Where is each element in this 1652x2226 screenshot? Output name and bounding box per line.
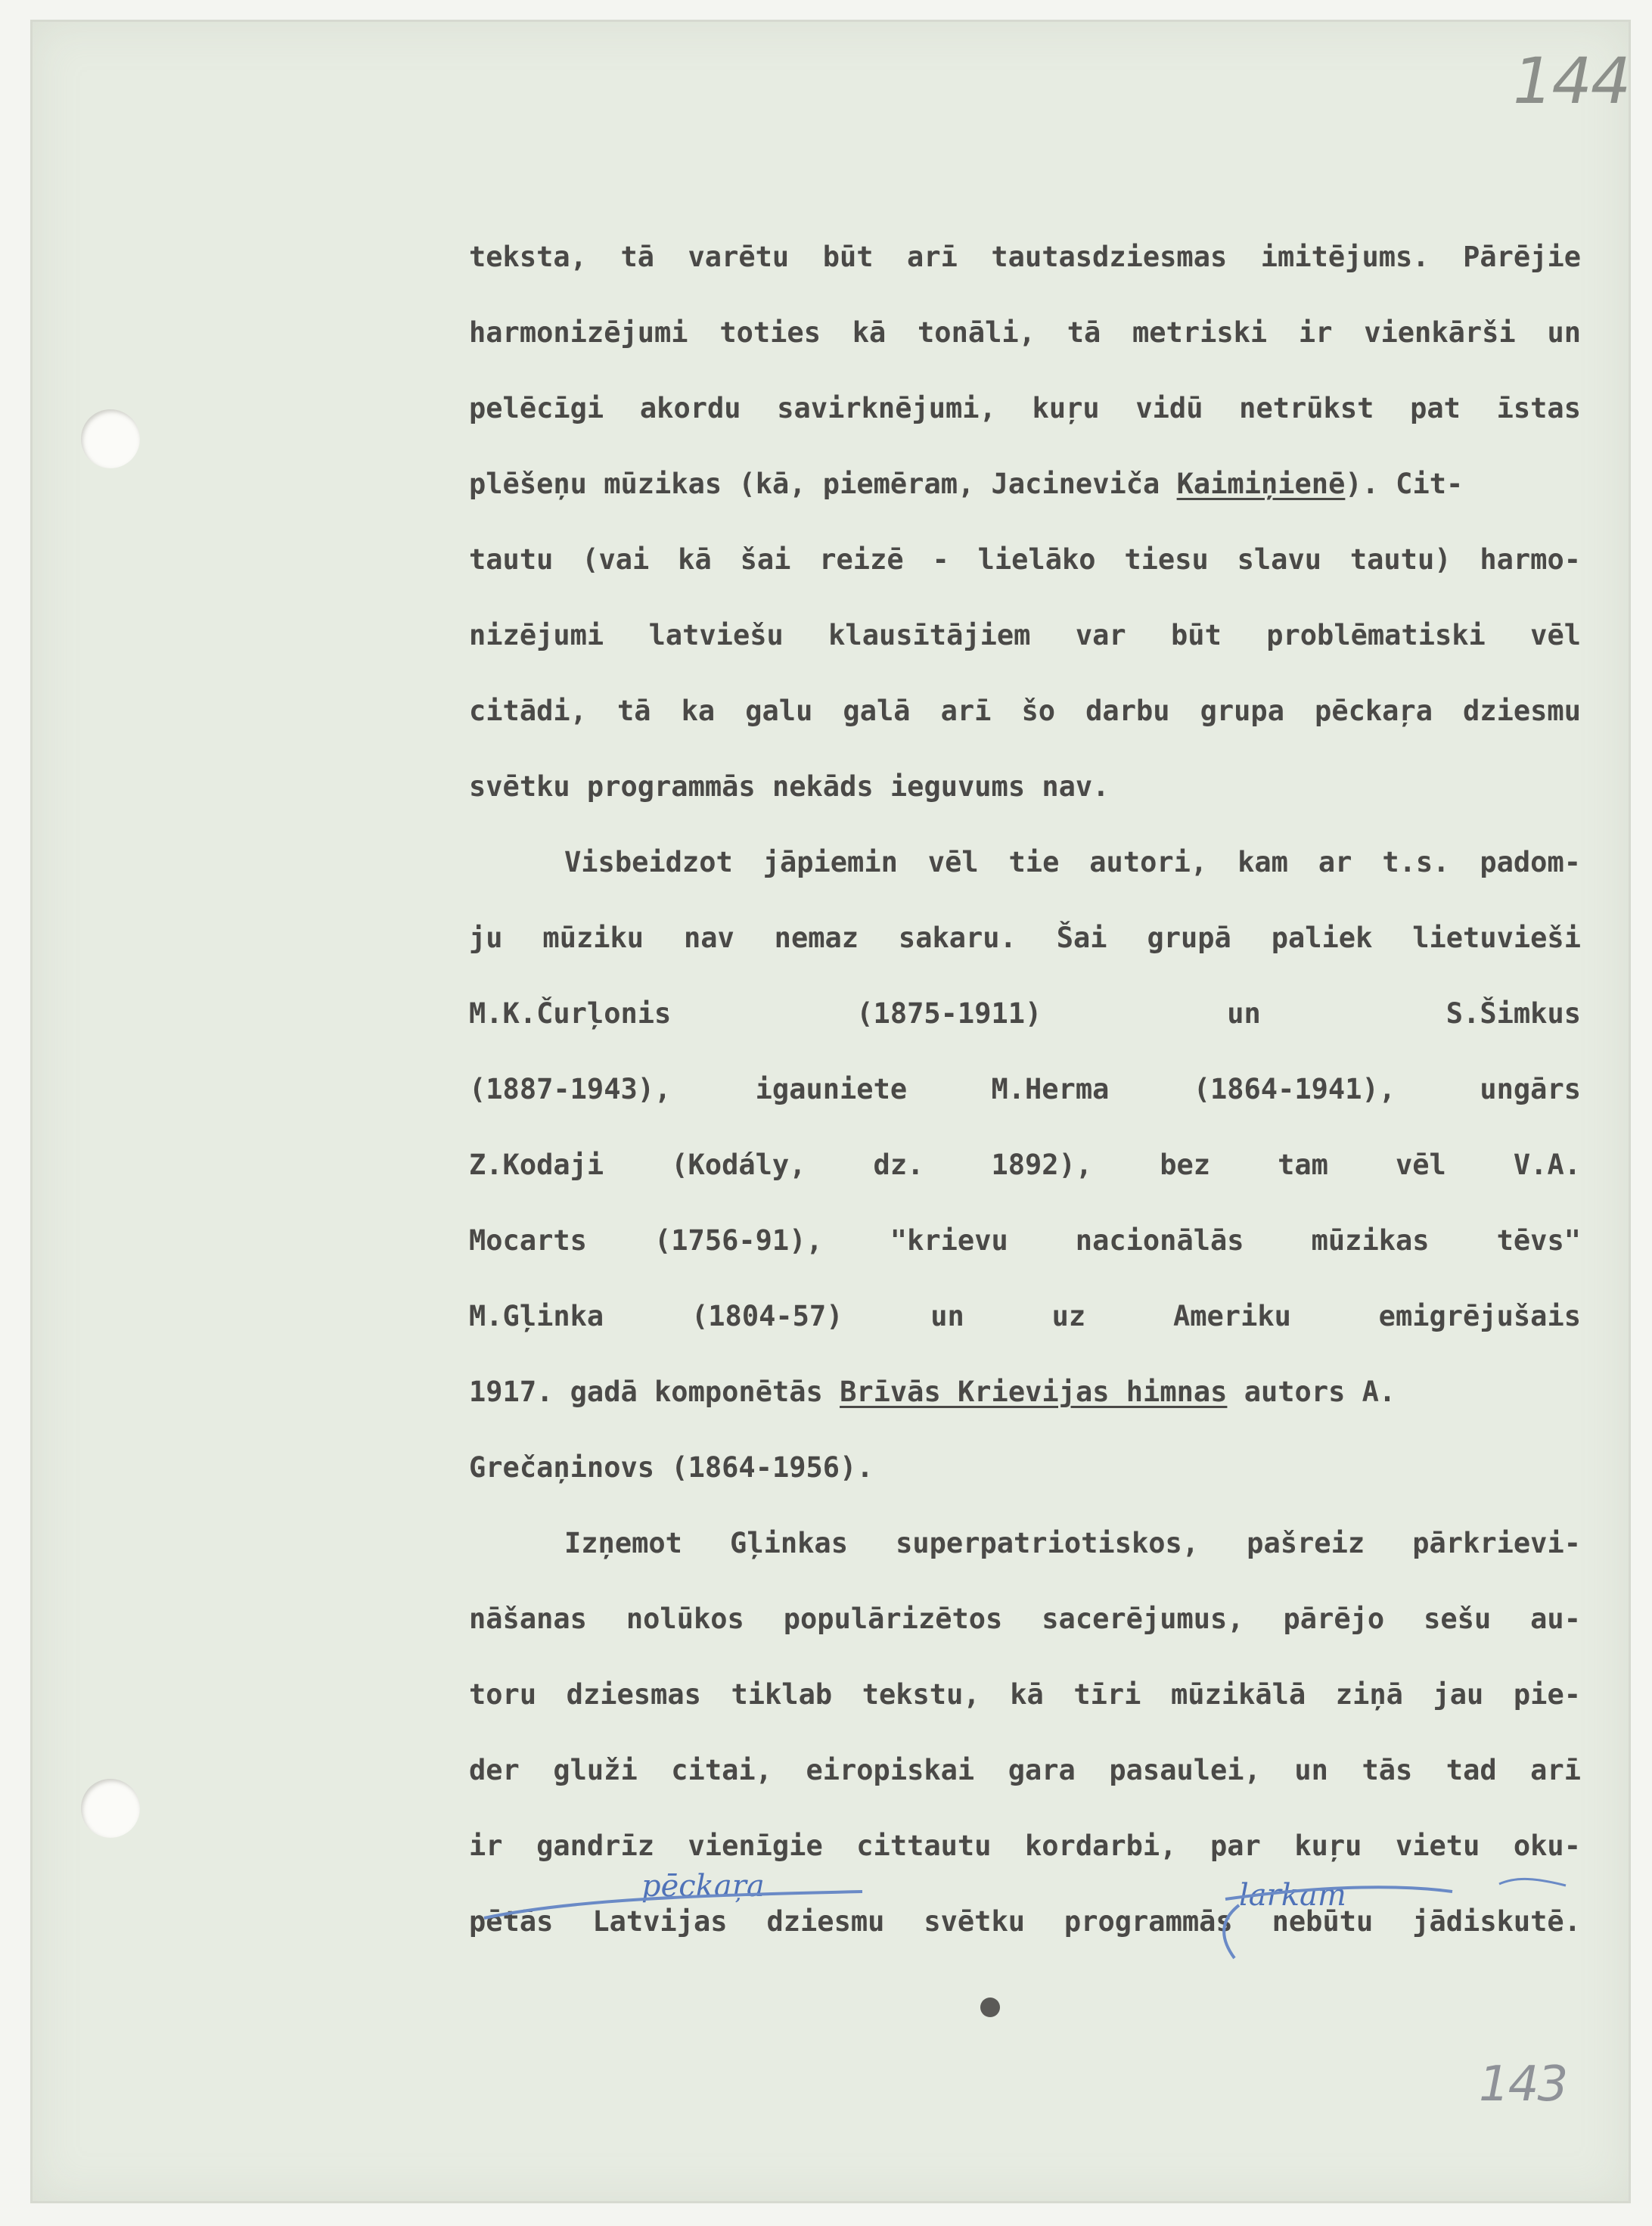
underlined-title: Brīvās Krievijas himnas xyxy=(840,1376,1228,1408)
text-line: M.Gļinka (1804-57) un uz Ameriku emigrējušais xyxy=(469,1300,1581,1332)
text-line: citādi, tā ka galu galā arī šo darbu grupa pēckaŗa dziesmu xyxy=(469,695,1581,727)
text-line: svētku programmās nekāds ieguvums nav. xyxy=(469,770,1110,803)
folio-number-bottom: 143 xyxy=(1479,2057,1567,2113)
text-segment: 1917. gadā komponētās xyxy=(469,1376,840,1408)
text-line: der gluži citai, eiropiskai gara pasaulei, un tās tad arī xyxy=(469,1754,1581,1786)
handwritten-insert: larkam xyxy=(1239,1878,1346,1913)
text-segment: plēšeņu mūzikas (kā, piemēram, Jacinevičа xyxy=(469,468,1177,500)
text-line: Mocarts (1756-91), "krievu nacionālās mūzikas tēvs" xyxy=(469,1224,1581,1257)
text-line: ir gandrīz vienīgie cittautu kordarbi, par kuŗu vietu oku- xyxy=(469,1830,1581,1862)
strikethrough-mark xyxy=(484,1892,862,1918)
folio-number-top: 144 xyxy=(1513,44,1630,118)
punch-hole-top xyxy=(81,409,140,468)
margin-scribble xyxy=(1499,1879,1566,1886)
text-line: tautu (vai kā šai reizē - lielāko tiesu slavu tautu) harmo- xyxy=(469,543,1581,576)
insertion-arc xyxy=(1225,1887,1452,1899)
typed-text-body xyxy=(469,219,1581,1960)
text-line: ju mūziku nav nemaz sakaru. Šai grupā paliek lietuvieši xyxy=(469,922,1581,954)
text-line: (1887-1943), igauniete M.Herma (1864-1941), ungārs xyxy=(469,1073,1581,1105)
text-line: Izņemot Gļinkas superpatriotiskos, pašreiz pārkrievi- xyxy=(564,1527,1581,1559)
text-line: nāšanas nolūkos populārizētos sacerējumus, pārējo sešu au- xyxy=(469,1603,1581,1635)
insertion-caret xyxy=(1224,1905,1239,1958)
text-line: Visbeidzot jāpiemin vēl tie autori, kam ar t.s. padom- xyxy=(564,846,1581,878)
text-line: Grečaņinovs (1864-1956). xyxy=(469,1451,874,1484)
text-line: nizējumi latviešu klausītājiem var būt problēmatiski vēl xyxy=(469,619,1581,651)
underlined-title: Kaimiņienē xyxy=(1176,468,1346,500)
page-center-dot xyxy=(980,1997,1000,2017)
text-segment: ). Cit- xyxy=(1345,468,1464,500)
text-line: harmonizējumi toties kā tonāli, tā metriski ir vienkārši un xyxy=(469,316,1581,349)
text-line: Z.Kodaji (Kodály, dz. 1892), bez tam vēl V.A. xyxy=(469,1149,1581,1181)
text-line: pētās Latvijas dziesmu svētku programmās nebūtu jādiskutē. xyxy=(469,1905,1581,1938)
handwritten-marks xyxy=(469,1869,1581,1975)
text-line xyxy=(469,446,1581,522)
text-line xyxy=(469,1354,1581,1430)
punch-hole-bottom xyxy=(81,1779,140,1838)
text-line: M.K.Čurļonis (1875-1911) un S.Šimkus xyxy=(469,997,1581,1030)
text-segment: autors A. xyxy=(1227,1376,1396,1408)
text-line: teksta, tā varētu būt arī tautasdziesmas imitējums. Pārējie xyxy=(469,241,1581,273)
text-line: pelēcīgi akordu savirknējumi, kuŗu vidū netrūkst pat īstas xyxy=(469,392,1581,424)
handwritten-insert: pēckaŗa xyxy=(641,1869,765,1904)
text-line: toru dziesmas tiklab tekstu, kā tīri mūzikālā ziņā jau pie- xyxy=(469,1678,1581,1711)
